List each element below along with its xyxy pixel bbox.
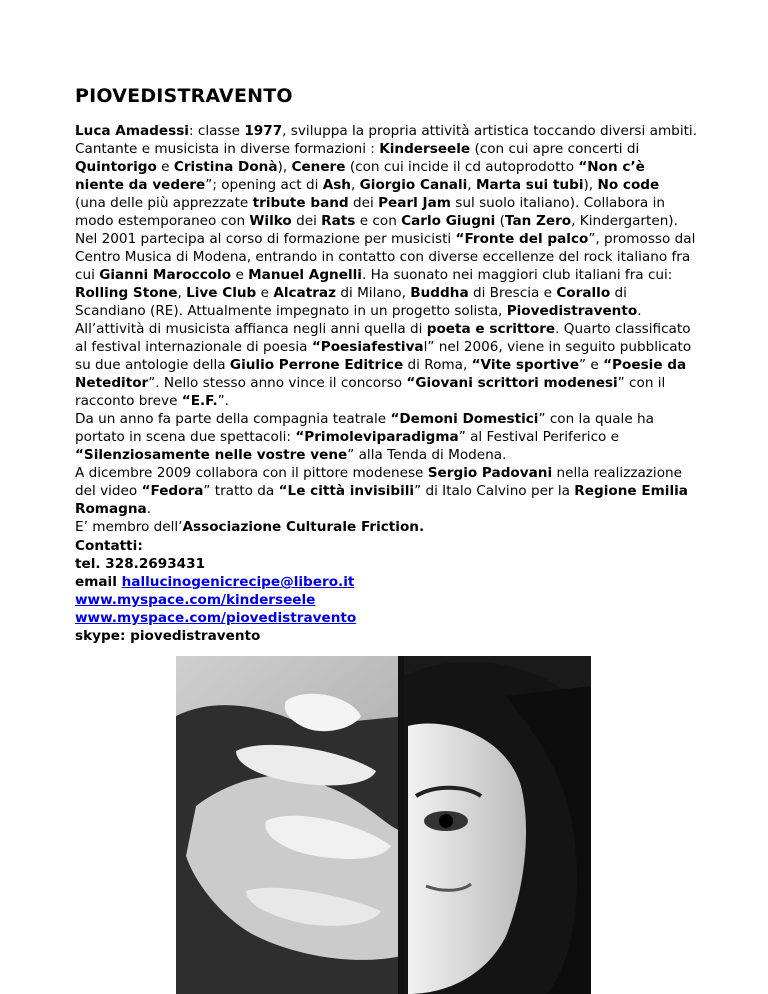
bio-text: , [177, 285, 187, 301]
bio-text: al festival internazionale di poesia [75, 339, 312, 355]
bio-text: e [256, 285, 274, 301]
bio-text: l” nel 2006, viene in seguito pubblicato [423, 339, 692, 355]
bio-text: E’ membro dell’ [75, 519, 183, 535]
bio-text: e con [355, 213, 402, 229]
bio-line [75, 284, 705, 302]
bio-text: , Kindergarten). [571, 213, 678, 229]
bio-bold-text: Gianni Maroccolo [99, 267, 232, 283]
contacts-email-line [75, 573, 356, 591]
bio-line [75, 266, 705, 284]
bio-text: del video [75, 483, 142, 499]
bio-bold-text: Cenere [291, 159, 346, 175]
bio-line [75, 464, 705, 482]
bio-bold-text: Manuel Agnelli [248, 267, 362, 283]
bio-text: di Milano, [336, 285, 411, 301]
bio-bold-text: “Demoni Domestici [390, 411, 539, 427]
bio-text: (con cui apre concerti di [470, 141, 640, 157]
bio-text: racconto breve [75, 393, 182, 409]
bio-line [75, 392, 705, 410]
bio-line [75, 230, 705, 248]
contacts-heading: Contatti: [75, 538, 143, 554]
bio-text: sul suolo italiano). Collabora in [450, 195, 665, 211]
bio-text: : classe [188, 123, 245, 139]
email-link[interactable]: hallucinogenicrecipe@libero.it [121, 574, 355, 590]
bio-text: dei [291, 213, 322, 229]
bio-bold-text: “Vite sportive [471, 357, 580, 373]
bio-text: ” e [579, 357, 604, 373]
bio-bold-text: Giulio Perrone Editrice [229, 357, 404, 373]
bio-line [75, 356, 705, 374]
bio-bold-text: Ash [322, 177, 351, 193]
bio-line [75, 374, 705, 392]
bio-text: ), [583, 177, 598, 193]
bio-bold-text: Tan Zero [504, 213, 572, 229]
bio-text: Centro Musica di Modena, entrando in contatto con diverse eccellenze del rock italiano fra [75, 249, 691, 265]
bio-text: A dicembre 2009 collabora con il pittore modenese [75, 465, 428, 481]
bio-text: e [156, 159, 174, 175]
bio-text: . Ha suonato nei maggiori club italiani fra cui: [361, 267, 673, 283]
bio-line [75, 410, 705, 428]
bio-bold-text: No code [597, 177, 660, 193]
bio-text: ( [495, 213, 505, 229]
bio-text: ”; opening act di [205, 177, 323, 193]
bio-text: ” con la quale ha [538, 411, 654, 427]
bio-paragraph [75, 122, 705, 536]
bio-bold-text: Alcatraz [273, 285, 337, 301]
bio-line [75, 158, 705, 176]
bio-bold-text: tribute band [252, 195, 349, 211]
bio-text: modo estemporaneo con [75, 213, 250, 229]
bio-text: di Roma, [403, 357, 472, 373]
bio-text: Scandiano (RE). Attualmente impegnato in un progetto solista, [75, 303, 507, 319]
bio-bold-text: Luca Amadessi [75, 123, 189, 139]
bio-bold-text: Buddha [410, 285, 469, 301]
bio-line [75, 320, 705, 338]
bio-bold-text: Associazione Culturale Friction. [182, 519, 425, 535]
bio-bold-text: Pearl Jam [378, 195, 451, 211]
bio-text: Da un anno fa parte della compagnia teatrale [75, 411, 391, 427]
bio-bold-text: Rolling Stone [75, 285, 178, 301]
email-label: email [75, 574, 122, 590]
bio-text: . [637, 303, 642, 319]
myspace-piovedistravento-link[interactable]: www.myspace.com/piovedistravento [75, 610, 357, 626]
bio-bold-text: Sergio Padovani [427, 465, 553, 481]
bio-text: Cantante e musicista in diverse formazioni : [75, 141, 380, 157]
bio-bold-text: “Fronte del palco [455, 231, 589, 247]
bio-bold-text: Live Club [186, 285, 257, 301]
bio-bold-text: Giorgio Canali [359, 177, 468, 193]
bio-text: dei [348, 195, 379, 211]
contacts-block [75, 537, 356, 645]
bio-text: , sviluppa la propria attività artistica toccando diversi ambiti. [282, 123, 698, 139]
bio-text: cui [75, 267, 100, 283]
bio-bold-text: niente da vedere [75, 177, 206, 193]
bio-line [75, 212, 705, 230]
bio-bold-text: Corallo [556, 285, 611, 301]
bio-text: Nel 2001 partecipa al corso di formazione per musicisti [75, 231, 456, 247]
bio-text: All’attività di musicista affianca negli anni quella di [75, 321, 427, 337]
bio-text: ”. Nello stesso anno vince il concorso [148, 375, 407, 391]
bio-line [75, 248, 705, 266]
bio-line [75, 500, 705, 518]
bio-text: . [146, 501, 152, 517]
bio-text: ”. [217, 393, 229, 409]
portrait-photo [176, 656, 591, 994]
bio-line [75, 302, 705, 320]
bio-text: ” di Italo Calvino per la [414, 483, 575, 499]
bio-bold-text: 1977 [244, 123, 283, 139]
bio-text: portato in scena due spettacoli: [75, 429, 296, 445]
bio-bold-text: “Poesiafestiva [311, 339, 424, 355]
bio-bold-text: “Fedora [141, 483, 204, 499]
bio-bold-text: Neteditor [75, 375, 149, 391]
bio-bold-text: poeta e scrittore [426, 321, 556, 337]
bio-bold-text: “E.F. [181, 393, 218, 409]
bio-text: ” alla Tenda di Modena. [347, 447, 507, 463]
bio-text: , [350, 177, 360, 193]
bio-text: ” tratto da [203, 483, 279, 499]
bio-text: , [467, 177, 476, 193]
bio-text: ” al Festival Periferico e [458, 429, 620, 445]
bio-text: ), [277, 159, 292, 175]
contacts-link2-line [75, 609, 356, 627]
bio-bold-text: Regione Emilia [574, 483, 688, 499]
bio-text: su due antologie della [75, 357, 230, 373]
bio-bold-text: Quintorigo [75, 159, 157, 175]
bio-bold-text: Carlo Giugni [401, 213, 496, 229]
bio-text: di Brescia e [468, 285, 557, 301]
bio-bold-text: “Le città invisibili [278, 483, 415, 499]
bio-line [75, 518, 705, 536]
bio-line [75, 140, 705, 158]
bio-bold-text: “Giovani scrittori modenesi [406, 375, 618, 391]
bio-text: ” con il [617, 375, 666, 391]
bio-text: di [610, 285, 627, 301]
bio-bold-text: Romagna [75, 501, 147, 517]
bio-line [75, 446, 705, 464]
contacts-link1-line [75, 591, 356, 609]
bio-line [75, 338, 705, 356]
bio-line [75, 482, 705, 500]
contacts-tel: tel. 328.2693431 [75, 556, 206, 572]
bio-text: nella realizzazione [552, 465, 682, 481]
bio-bold-text: Piovedistravento [506, 303, 638, 319]
bio-text: (con cui incide il cd autoprodotto [345, 159, 579, 175]
bio-text: e [231, 267, 249, 283]
bio-text: (una delle più apprezzate [75, 195, 253, 211]
bio-bold-text: Marta sui tubi [475, 177, 584, 193]
bio-bold-text: “Silenziosamente nelle vostre vene [75, 447, 348, 463]
contacts-skype: skype: piovedistravento [75, 628, 261, 644]
myspace-kinderseele-link[interactable]: www.myspace.com/kinderseele [75, 592, 316, 608]
bio-bold-text: Wilko [249, 213, 292, 229]
bio-bold-text: “Non c’è [578, 159, 645, 175]
bio-bold-text: “Primoleviparadigma [295, 429, 459, 445]
portrait-image [176, 656, 591, 994]
bio-text: ”, promosso dal [588, 231, 696, 247]
bio-line [75, 176, 705, 194]
bio-line [75, 194, 705, 212]
bio-bold-text: Kinderseele [379, 141, 471, 157]
bio-bold-text: Cristina Donà [173, 159, 278, 175]
bio-line [75, 122, 705, 140]
page-title: PIOVEDISTRAVENTO [75, 85, 293, 107]
bio-text: . Quarto classificato [555, 321, 691, 337]
bio-bold-text: “Poesie da [603, 357, 687, 373]
bio-line [75, 428, 705, 446]
bio-bold-text: Rats [321, 213, 356, 229]
